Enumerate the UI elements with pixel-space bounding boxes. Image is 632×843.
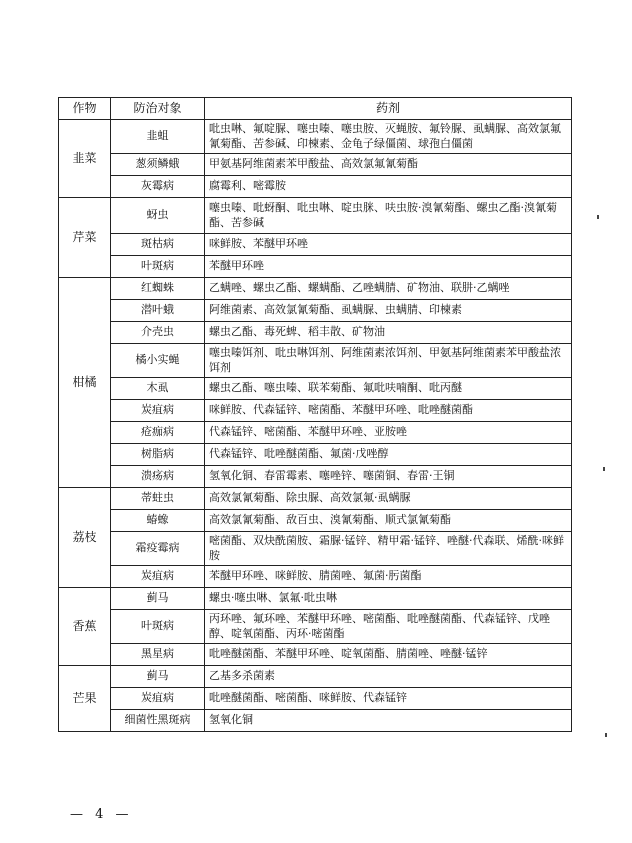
table-row [59, 510, 572, 532]
crop-cell: 柑橘 [59, 278, 111, 488]
header-target: 防治对象 [111, 98, 205, 120]
target-cell: 介壳虫 [111, 322, 205, 344]
target-cell: 葱须鳞蛾 [111, 154, 205, 176]
agents-cell: 苯醚甲环唑、咪鲜胺、腈菌唑、氟菌·肟菌酯 [205, 566, 572, 588]
target-cell: 黑星病 [111, 644, 205, 666]
scan-mark [597, 215, 599, 219]
crop-cell: 香蕉 [59, 588, 111, 666]
table-row [59, 278, 572, 300]
target-cell: 斑枯病 [111, 234, 205, 256]
table-row [59, 322, 572, 344]
agents-cell: 乙螨唑、螺虫乙酯、螺螨酯、乙唑螨腈、矿物油、联肼·乙螨唑 [205, 278, 572, 300]
target-cell: 霜疫霉病 [111, 532, 205, 566]
scan-mark [603, 467, 605, 471]
table-row [59, 666, 572, 688]
agents-cell: 乙基多杀菌素 [205, 666, 572, 688]
target-cell: 炭疽病 [111, 566, 205, 588]
target-cell: 橘小实蝇 [111, 344, 205, 378]
table-row [59, 344, 572, 378]
agents-cell: 代森锰锌、嘧菌酯、苯醚甲环唑、亚胺唑 [205, 422, 572, 444]
table-row [59, 566, 572, 588]
agents-cell: 阿维菌素、高效氯氰菊酯、虱螨脲、虫螨腈、印楝素 [205, 300, 572, 322]
header-crop: 作物 [59, 98, 111, 120]
table-header-row [59, 98, 572, 120]
target-cell: 细菌性黑斑病 [111, 710, 205, 732]
agents-cell: 氢氧化铜、春雷霉素、噻唑锌、噻菌铜、春雷·王铜 [205, 466, 572, 488]
table-row [59, 422, 572, 444]
agents-cell: 高效氯氰菊酯、除虫脲、高效氯氟·虱螨脲 [205, 488, 572, 510]
target-cell: 疮痂病 [111, 422, 205, 444]
table-row [59, 400, 572, 422]
agents-cell: 噻虫嗪饵剂、吡虫啉饵剂、阿维菌素浓饵剂、甲氨基阿维菌素苯甲酸盐浓饵剂 [205, 344, 572, 378]
table-row [59, 532, 572, 566]
target-cell: 蓟马 [111, 666, 205, 688]
crop-cell: 芹菜 [59, 198, 111, 278]
table-row [59, 234, 572, 256]
agents-cell: 咪鲜胺、代森锰锌、嘧菌酯、苯醚甲环唑、吡唑醚菌酯 [205, 400, 572, 422]
scan-mark [605, 733, 607, 737]
table-row [59, 688, 572, 710]
table-row [59, 154, 572, 176]
target-cell: 蚜虫 [111, 198, 205, 234]
target-cell: 蒂蛀虫 [111, 488, 205, 510]
target-cell: 叶斑病 [111, 256, 205, 278]
page-number: — 4 — [70, 807, 133, 822]
target-cell: 红蜘蛛 [111, 278, 205, 300]
header-agents: 药剂 [205, 98, 572, 120]
agents-cell: 吡唑醚菌酯、苯醚甲环唑、啶氧菌酯、腈菌唑、唑醚·锰锌 [205, 644, 572, 666]
agents-cell: 噻虫嗪、吡蚜酮、吡虫啉、啶虫脒、呋虫胺·溴氰菊酯、螺虫乙酯·溴氰菊酯、苦参碱 [205, 198, 572, 234]
table-row [59, 466, 572, 488]
target-cell: 叶斑病 [111, 610, 205, 644]
table-row [59, 378, 572, 400]
target-cell: 炭疽病 [111, 688, 205, 710]
agents-cell: 螺虫·噻虫啉、氯氟·吡虫啉 [205, 588, 572, 610]
target-cell: 树脂病 [111, 444, 205, 466]
table-row [59, 610, 572, 644]
agents-cell: 氢氧化铜 [205, 710, 572, 732]
agents-cell: 甲氨基阿维菌素苯甲酸盐、高效氯氟氰菊酯 [205, 154, 572, 176]
crop-cell: 荔枝 [59, 488, 111, 588]
table-row [59, 588, 572, 610]
agents-cell: 代森锰锌、吡唑醚菌酯、氟菌·戊唑醇 [205, 444, 572, 466]
agents-cell: 丙环唑、氟环唑、苯醚甲环唑、嘧菌酯、吡唑醚菌酯、代森锰锌、戊唑醇、啶氧菌酯、丙环·嘧菌酯 [205, 610, 572, 644]
target-cell: 蝽蟓 [111, 510, 205, 532]
table-row [59, 444, 572, 466]
pesticide-table [58, 97, 572, 732]
table-row [59, 198, 572, 234]
target-cell: 潜叶蛾 [111, 300, 205, 322]
target-cell: 韭蛆 [111, 120, 205, 154]
agents-cell: 螺虫乙酯、噻虫嗪、联苯菊酯、氟吡呋喃酮、吡丙醚 [205, 378, 572, 400]
table-row [59, 176, 572, 198]
target-cell: 木虱 [111, 378, 205, 400]
table-row [59, 644, 572, 666]
table-row [59, 300, 572, 322]
target-cell: 蓟马 [111, 588, 205, 610]
table-row [59, 488, 572, 510]
agents-cell: 高效氯氰菊酯、敌百虫、溴氰菊酯、顺式氯氰菊酯 [205, 510, 572, 532]
crop-cell: 韭菜 [59, 120, 111, 198]
table-body [59, 120, 572, 732]
agents-cell: 螺虫乙酯、毒死蜱、稻丰散、矿物油 [205, 322, 572, 344]
target-cell: 炭疽病 [111, 400, 205, 422]
target-cell: 溃疡病 [111, 466, 205, 488]
target-cell: 灰霉病 [111, 176, 205, 198]
agents-cell: 吡虫啉、氟啶脲、噻虫嗪、噻虫胺、灭蝇胺、氟铃脲、虱螨脲、高效氯氟氰菊酯、苦参碱、印楝素、金龟子绿僵菌、球孢白僵菌 [205, 120, 572, 154]
table-row [59, 256, 572, 278]
agents-cell: 腐霉利、嘧霉胺 [205, 176, 572, 198]
agents-cell: 咪鲜胺、苯醚甲环唑 [205, 234, 572, 256]
agents-cell: 苯醚甲环唑 [205, 256, 572, 278]
table-row [59, 120, 572, 154]
crop-cell: 芒果 [59, 666, 111, 732]
table-row [59, 710, 572, 732]
agents-cell: 吡唑醚菌酯、嘧菌酯、咪鲜胺、代森锰锌 [205, 688, 572, 710]
agents-cell: 嘧菌酯、双炔酰菌胺、霜脲·锰锌、精甲霜·锰锌、唑醚·代森联、烯酰·咪鲜胺 [205, 532, 572, 566]
